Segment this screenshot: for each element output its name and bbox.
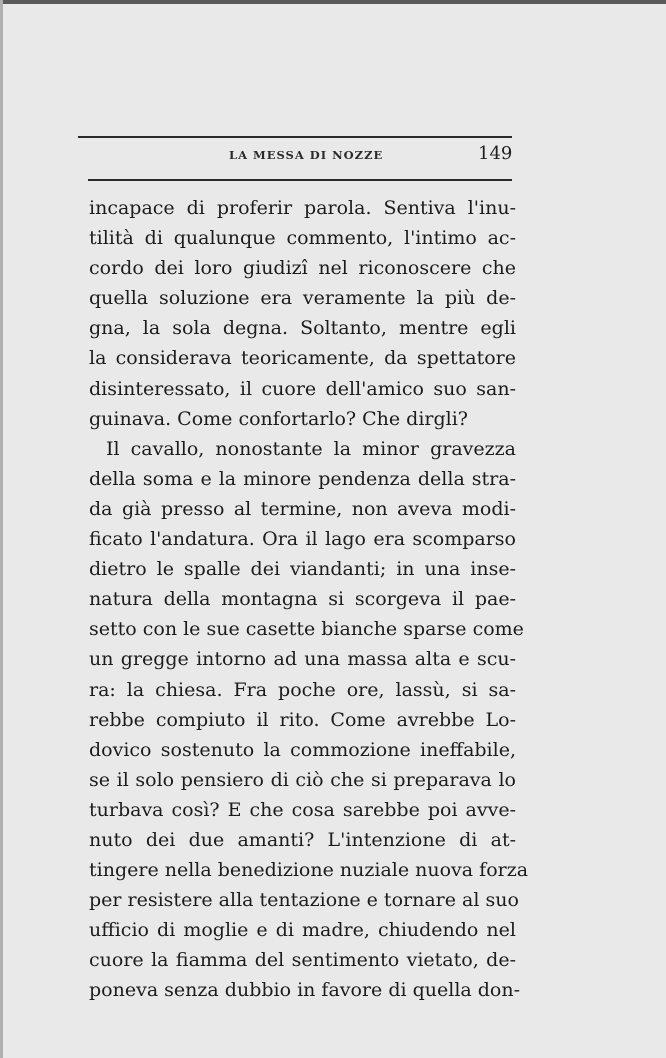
text-line: ficato l'andatura. Ora il lago era scomparso — [89, 528, 516, 551]
body-text — [89, 193, 529, 1006]
text-line: gna, la sola degna. Soltanto, mentre egli — [89, 317, 516, 340]
header-rule-bottom — [88, 179, 512, 181]
text-line: la considerava teoricamente, da spettatore — [89, 347, 516, 370]
text-line: turbava così? E che cosa sarebbe poi avve- — [89, 798, 516, 821]
text-line: tilità di qualunque commento, l'intimo ac- — [89, 227, 516, 250]
text-line: se il solo pensiero di ciò che si preparava lo — [89, 768, 516, 791]
page-left-edge — [0, 0, 3, 1058]
page-number: 149 — [478, 143, 513, 164]
header-rule-top — [78, 136, 512, 138]
running-title: LA MESSA DI NOZZE — [229, 148, 384, 162]
text-line: per resistere alla tentazione e tornare al suo — [89, 889, 519, 912]
text-line: cordo dei loro giudizî nel riconoscere che — [89, 257, 516, 280]
text-line: nuto dei due amanti? L'intenzione di at- — [89, 828, 516, 851]
text-line: della soma e la minore pendenza della stra- — [89, 467, 516, 490]
text-line: poneva senza dubbio in favore di quella don- — [89, 979, 521, 1002]
text-line: guinava. Come confortarlo? Che dirgli? — [89, 407, 468, 430]
text-line: rebbe compiuto il rito. Come avrebbe Lo- — [89, 708, 516, 731]
text-line: cuore la fiamma del sentimento vietato, de- — [89, 949, 516, 972]
text-line: Il cavallo, nonostante la minor gravezza — [106, 437, 516, 460]
text-line: da già presso al termine, non aveva modi- — [89, 497, 516, 520]
text-line: un gregge intorno ad una massa alta e scu- — [89, 648, 516, 671]
text-line: quella soluzione era veramente la più de- — [89, 287, 516, 310]
text-line: tingere nella benedizione nuziale nuova forza — [89, 859, 529, 882]
text-line: setto con le sue casette bianche sparse come — [89, 618, 524, 641]
text-line: incapace di proferir parola. Sentiva l'inu- — [89, 197, 516, 219]
text-line: dovico sostenuto la commozione ineffabile, — [89, 738, 516, 761]
text-line: natura della montagna si scorgeva il pae- — [89, 588, 516, 611]
text-line: disinteressato, il cuore dell'amico suo san- — [89, 377, 516, 400]
page-top-edge — [0, 0, 666, 4]
text-line: ra: la chiesa. Fra poche ore, lassù, si sa- — [89, 678, 516, 701]
text-line: dietro le spalle dei viandanti; in una inse- — [89, 558, 516, 581]
text-line: ufficio di moglie e di madre, chiudendo nel — [89, 919, 516, 942]
